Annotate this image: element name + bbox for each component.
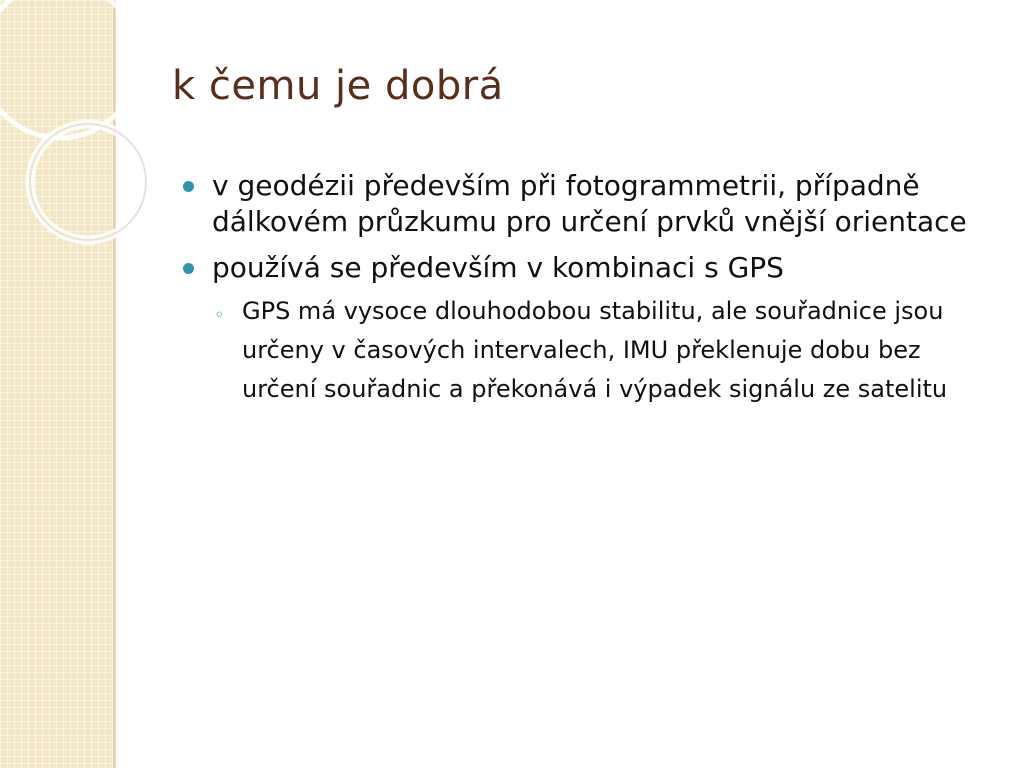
slide-title: k čemu je dobrá xyxy=(172,63,504,109)
ring-bullet-icon: ◦ xyxy=(214,305,225,326)
bullet-text: v geodézii především při fotogrammetrii, případně dálkovém průzkumu pro určení prvků vnější orientace xyxy=(212,169,967,238)
sub-bullet-list xyxy=(212,292,980,409)
sub-bullet-text: GPS má vysoce dlouhodobou stabilitu, ale souřadnice jsou určeny v časových intervalech, IMU překlenuje dobu bez určení souřadnic a překonává i výpadek signálu ze satelitu xyxy=(242,297,948,403)
bullet-text: používá se především v kombinaci s GPS xyxy=(212,251,784,284)
bullet-item xyxy=(180,250,980,409)
decorative-circles xyxy=(0,0,150,260)
slide-content xyxy=(180,168,980,419)
decorative-circle-small-shade xyxy=(30,124,146,240)
sub-bullet-item xyxy=(212,292,980,409)
bullet-list xyxy=(180,168,980,409)
bullet-dot-icon xyxy=(183,263,194,274)
bullet-dot-icon xyxy=(183,181,194,192)
bullet-item xyxy=(180,168,980,240)
decorative-circle-large xyxy=(0,0,138,138)
